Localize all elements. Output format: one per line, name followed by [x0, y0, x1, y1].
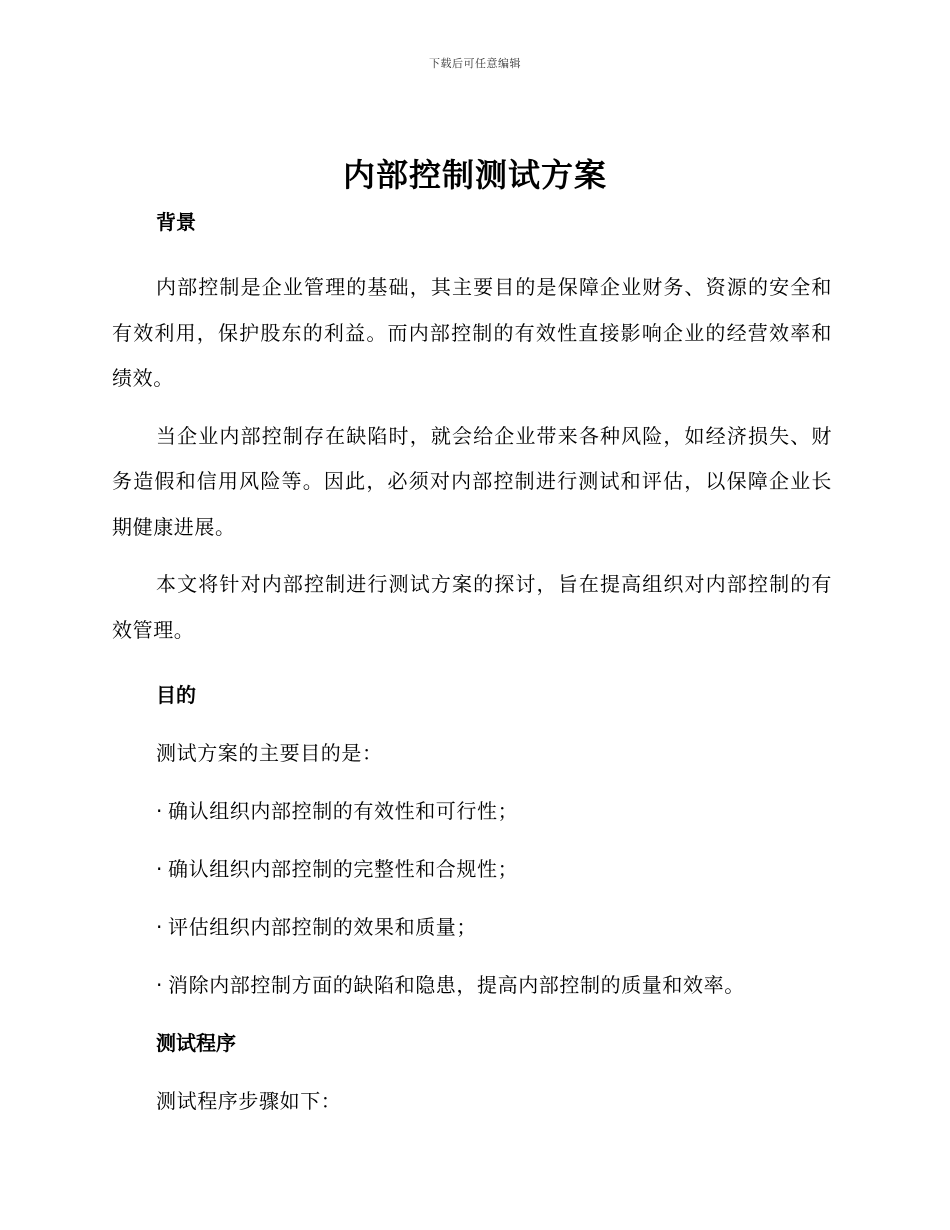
purpose-bullet-4 [112, 969, 832, 1001]
purpose-bullet-2 [112, 853, 832, 885]
section-heading-procedure: 测试程序 [156, 1031, 236, 1055]
bullet-dot: · [156, 915, 163, 939]
purpose-bullet-1 [112, 795, 832, 827]
header-note: 下载后可任意编辑 [429, 57, 521, 70]
section-heading-purpose: 目的 [156, 683, 196, 707]
bullet-dot: · [156, 857, 163, 881]
background-paragraph-3: 本文将针对内部控制进行测试方案的探讨，旨在提高组织对内部控制的有效管理。 [112, 572, 832, 642]
bullet-text: 消除内部控制方面的缺陷和隐患，提高内部控制的质量和效率。 [168, 973, 745, 997]
background-paragraph-2: 当企业内部控制存在缺陷时，就会给企业带来各种风险，如经济损失、财务造假和信用风险等。因此，必须对内部控制进行测试和评估，以保障企业长期健康进展。 [112, 423, 832, 539]
document-body [112, 206, 832, 1117]
purpose-bullet-3 [112, 911, 832, 943]
procedure-intro: 测试程序步骤如下： [156, 1089, 342, 1113]
bullet-dot: · [156, 799, 163, 823]
background-paragraph-1: 内部控制是企业管理的基础，其主要目的是保障企业财务、资源的安全和有效利用，保护股东的利益。而内部控制的有效性直接影响企业的经营效率和绩效。 [112, 275, 832, 390]
purpose-intro: 测试方案的主要目的是： [156, 741, 383, 765]
section-heading-background: 背景 [156, 210, 196, 234]
bullet-dot: · [156, 973, 163, 997]
bullet-text: 确认组织内部控制的有效性和可行性； [168, 799, 519, 823]
bullet-text: 评估组织内部控制的效果和质量； [168, 915, 477, 939]
document-title: 内部控制测试方案 [342, 156, 607, 194]
bullet-text: 确认组织内部控制的完整性和合规性； [168, 857, 519, 881]
